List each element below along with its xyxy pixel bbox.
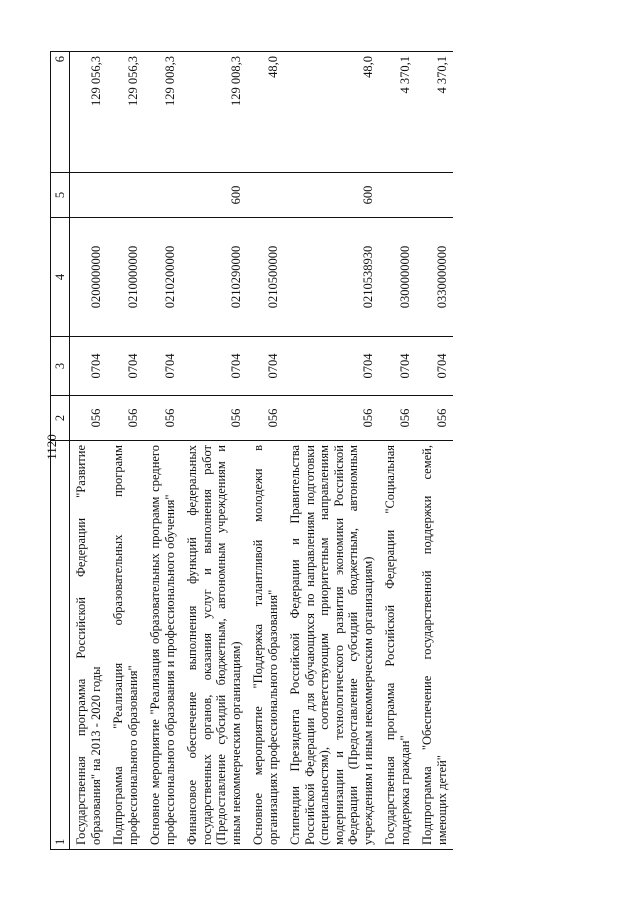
row-section: 0704 <box>379 337 416 396</box>
table-row <box>247 52 284 850</box>
row-section: 0704 <box>70 337 108 396</box>
header-col-1: 1 <box>51 441 70 850</box>
row-ministry: 056 <box>144 396 181 441</box>
row-target: 0200000000 <box>70 218 108 337</box>
table-row <box>181 52 247 850</box>
row-ministry: 056 <box>70 396 108 441</box>
row-amount: 48,0 <box>247 52 284 173</box>
row-type <box>107 173 144 218</box>
row-amount: 129 056,3 <box>70 52 108 173</box>
row-name: Государственная программа Российской Федерации "Развитие образования" на 2013 - 2020 годы <box>70 441 108 850</box>
row-section: 0704 <box>247 337 284 396</box>
row-target: 0210538930 <box>284 218 379 337</box>
row-section: 0704 <box>416 337 453 396</box>
row-amount: 4 370,1 <box>379 52 416 173</box>
header-col-6: 6 <box>51 52 70 173</box>
table-row <box>416 52 453 850</box>
row-amount: 4 370,1 <box>416 52 453 173</box>
header-col-3: 3 <box>51 337 70 396</box>
row-name: Основное мероприятие "Реализация образовательных программ среднего профессионального образования и профессионального обучения" <box>144 441 181 850</box>
row-type <box>416 173 453 218</box>
row-section: 0704 <box>181 337 247 396</box>
row-name: Финансовое обеспечение выполнения функций федеральных государственных органов, оказания услуг и выполнения работ (Предоставление субсидий бюджетным, автономным учреждениям и иным некоммерческим организациям) <box>181 441 247 850</box>
row-amount: 129 008,3 <box>181 52 247 173</box>
row-ministry: 056 <box>247 396 284 441</box>
row-name: Стипендии Президента Российской Федерации и Правительства Российской Федерации для обучающихся по направлениям подготовки (специальностям), соответствующим приоритетным направлениям модернизации и технологического развития экономики Российской Федерации (Предоставление субсидий бюджетным, автономным учреждениям и иным некоммерческим организациям) <box>284 441 379 850</box>
row-target: 0300000000 <box>379 218 416 337</box>
row-ministry: 056 <box>284 396 379 441</box>
row-target: 0210500000 <box>247 218 284 337</box>
row-type <box>247 173 284 218</box>
page-number: 1120 <box>44 434 59 460</box>
budget-table <box>50 51 453 850</box>
row-ministry: 056 <box>107 396 144 441</box>
row-target: 0210000000 <box>107 218 144 337</box>
row-amount: 48,0 <box>284 52 379 173</box>
table-row <box>70 52 108 850</box>
row-section: 0704 <box>107 337 144 396</box>
row-section: 0704 <box>144 337 181 396</box>
row-ministry: 056 <box>416 396 453 441</box>
row-amount: 129 056,3 <box>107 52 144 173</box>
row-section: 0704 <box>284 337 379 396</box>
row-name: Подпрограмма "Реализация образовательных программ профессионального образования" <box>107 441 144 850</box>
row-type: 600 <box>181 173 247 218</box>
row-amount: 129 008,3 <box>144 52 181 173</box>
table-row <box>379 52 416 850</box>
table-row <box>107 52 144 850</box>
rotated-table-container <box>50 56 580 850</box>
row-target: 0330000000 <box>416 218 453 337</box>
row-target: 0210290000 <box>181 218 247 337</box>
row-target: 0210200000 <box>144 218 181 337</box>
row-type: 600 <box>284 173 379 218</box>
table-row <box>284 52 379 850</box>
row-name: Подпрограмма "Обеспечение государственной поддержки семей, имеющих детей" <box>416 441 453 850</box>
table-row <box>144 52 181 850</box>
row-name: Государственная программа Российской Федерации "Социальная поддержка граждан" <box>379 441 416 850</box>
row-type <box>379 173 416 218</box>
table-header-row <box>51 52 70 850</box>
row-ministry: 056 <box>379 396 416 441</box>
header-col-4: 4 <box>51 218 70 337</box>
row-type <box>144 173 181 218</box>
row-ministry: 056 <box>181 396 247 441</box>
header-col-5: 5 <box>51 173 70 218</box>
row-type <box>70 173 108 218</box>
row-name: Основное мероприятие "Поддержка талантливой молодежи в организациях профессионального образования" <box>247 441 284 850</box>
header-col-2: 2 <box>51 396 70 441</box>
